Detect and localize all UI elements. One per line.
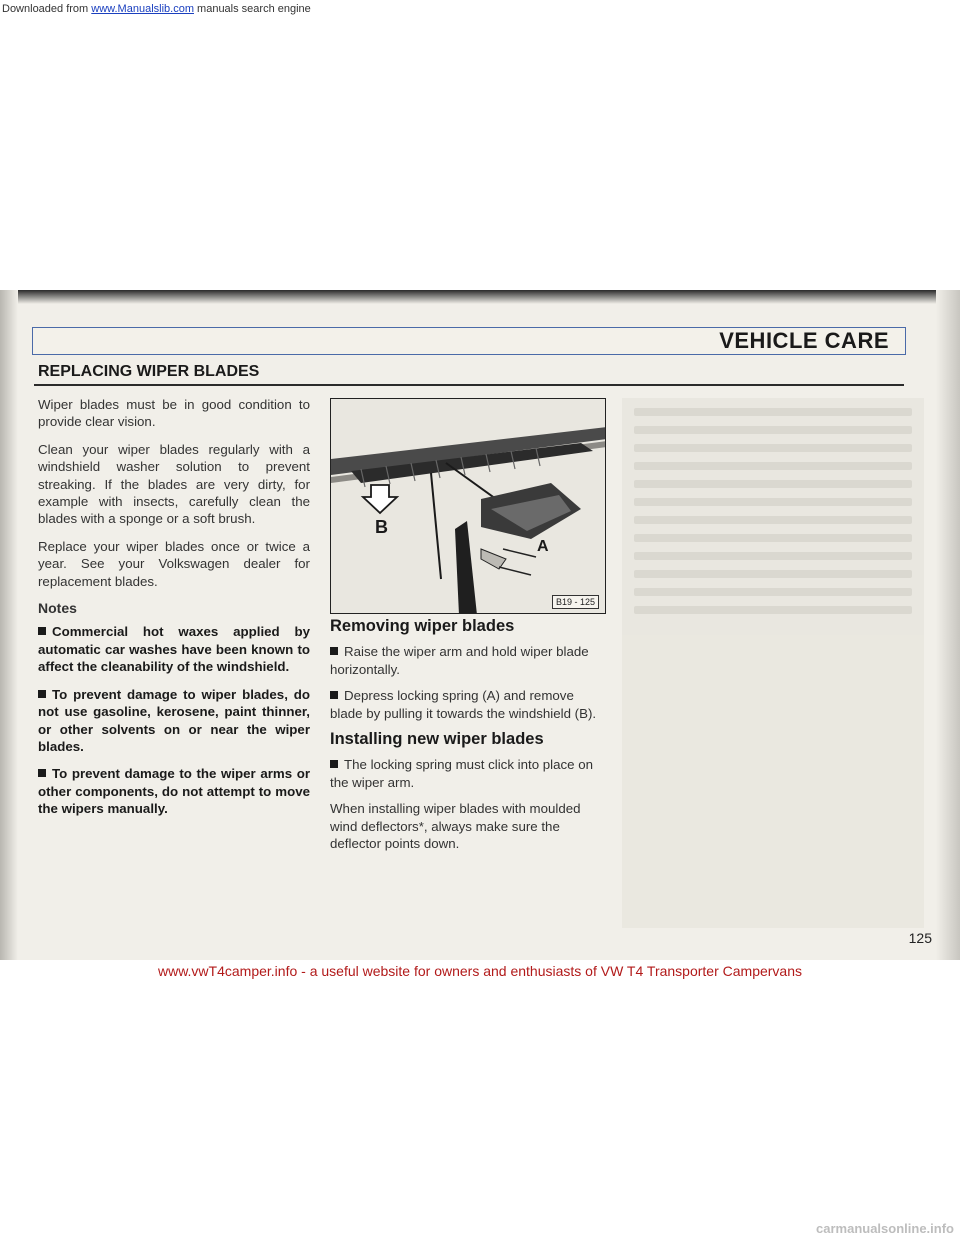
bullet-icon <box>330 647 338 655</box>
note-text: To prevent damage to the wiper arms or other components, do not attempt to move the wipers manually. <box>38 766 310 817</box>
bullet-icon <box>38 769 46 777</box>
replacement-paragraph: Replace your wiper blades once or twice a year. See your Volkswagen dealer for replacement blades. <box>38 538 310 589</box>
ghost-text-line <box>634 462 912 470</box>
note-item <box>38 765 310 817</box>
installing-heading: Installing new wiper blades <box>330 730 544 749</box>
manual-page <box>0 290 960 960</box>
left-column <box>38 396 310 828</box>
deflector-paragraph: When installing wiper blades with moulded wind deflectors*, always make sure the deflector points down. <box>330 801 581 852</box>
ghost-text-line <box>634 498 912 506</box>
ghost-text-line <box>634 426 912 434</box>
ghost-text-line <box>634 570 912 578</box>
note-text: To prevent damage to wiper blades, do not use gasoline, kerosene, paint thinner, or other solvents on or near the wiper blades. <box>38 686 310 754</box>
manualslib-link[interactable]: www.Manualslib.com <box>91 3 194 15</box>
ghost-text-line <box>634 480 912 488</box>
section-divider <box>34 384 904 386</box>
note-item <box>38 686 310 756</box>
ghost-text-line <box>634 408 912 416</box>
download-prefix: Downloaded from <box>2 3 92 15</box>
step-text: Depress locking spring (A) and remove blade by pulling it towards the windshield (B). <box>330 688 597 721</box>
page-number: 125 <box>908 930 932 946</box>
bullet-icon <box>330 760 338 768</box>
ghost-text-line <box>634 606 912 614</box>
step-item <box>330 643 606 678</box>
label-b: B <box>375 517 388 537</box>
ghost-text-line <box>634 588 912 596</box>
ghost-text-line <box>634 516 912 524</box>
bullet-icon <box>38 627 46 635</box>
section-title: REPLACING WIPER BLADES <box>38 363 260 380</box>
intro-paragraph: Wiper blades must be in good condition to provide clear vision. <box>38 397 310 430</box>
campervan-site-link[interactable]: www.vwT4camper.info - a useful website for owners and enthusiasts of VW T4 Transporter Campervans <box>157 963 803 979</box>
label-a: A <box>537 538 549 555</box>
cleaning-paragraph: Clean your wiper blades regularly with a windshield washer solution to prevent streaking. If the blades are very dirty, for example with insects, carefully clean the blades with a sponge or a soft brush. <box>38 441 310 527</box>
note-item <box>38 623 310 675</box>
page-right-edge <box>936 290 960 960</box>
ghost-text-line <box>634 444 912 452</box>
download-suffix: manuals search engine <box>193 3 311 15</box>
page-top-shadow <box>0 290 960 304</box>
watermark: carmanualsonline.info <box>816 1221 954 1236</box>
ghost-text-line <box>634 552 912 560</box>
wiper-illustration <box>330 398 606 614</box>
chapter-title: VEHICLE CARE <box>719 328 889 353</box>
bullet-icon <box>38 690 46 698</box>
notes-heading: Notes <box>38 600 77 617</box>
step-text: Raise the wiper arm and hold wiper blade horizontally. <box>330 644 589 677</box>
download-source-bar <box>0 0 960 18</box>
figure-code: B19 - 125 <box>552 595 599 609</box>
removing-heading: Removing wiper blades <box>330 617 515 635</box>
bullet-icon <box>330 691 338 699</box>
chapter-header-box <box>32 327 906 355</box>
step-text: The locking spring must click into place on the wiper arm. <box>330 757 594 790</box>
step-item <box>330 687 606 722</box>
page-left-edge <box>0 290 18 960</box>
faded-right-column <box>622 398 924 928</box>
middle-column <box>330 618 606 861</box>
step-item <box>330 756 606 791</box>
ghost-text-line <box>634 534 912 542</box>
note-text: Commercial hot waxes applied by automatic car washes have been known to affect the cleanability of the windshield. <box>38 624 310 675</box>
wiper-diagram <box>331 399 606 614</box>
